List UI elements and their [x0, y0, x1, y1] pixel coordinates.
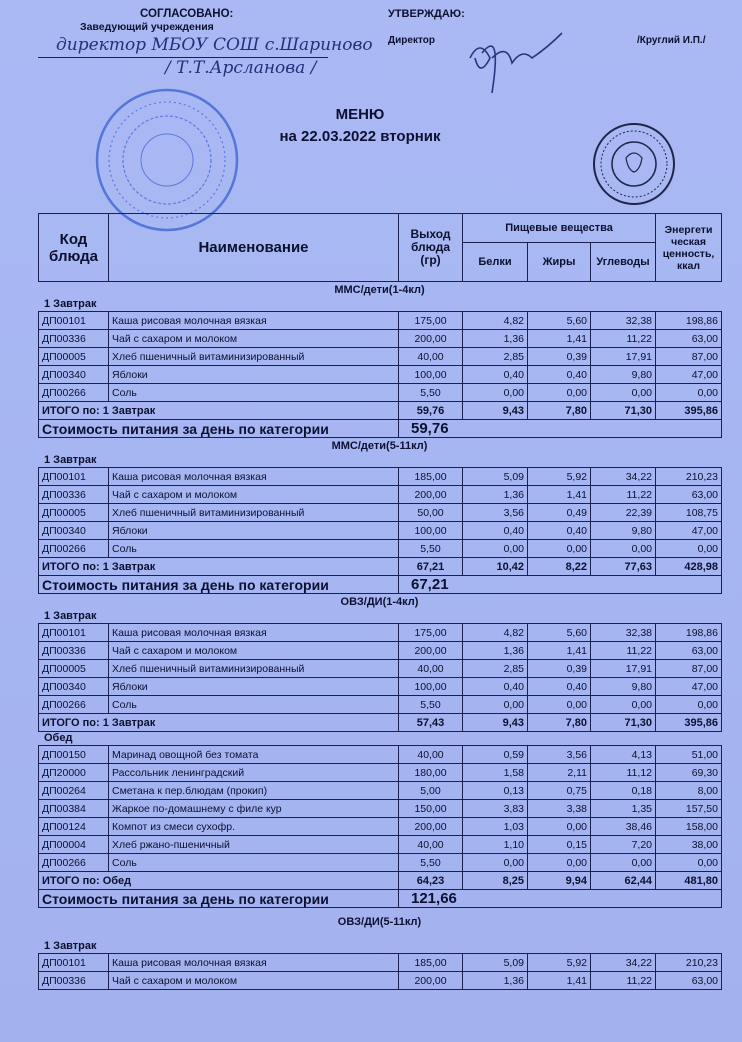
- dish-code: ДП00336: [39, 642, 109, 660]
- dish-energy: 63,00: [656, 330, 722, 348]
- dish-energy: 0,00: [656, 540, 722, 558]
- dish-energy: 69,30: [656, 764, 722, 782]
- table-row: [39, 972, 722, 990]
- dish-fat: 0,75: [528, 782, 591, 800]
- dish-output: 100,00: [399, 678, 463, 696]
- dish-fat: 3,38: [528, 800, 591, 818]
- dish-carbs: 7,20: [591, 836, 656, 854]
- director-label: Директор: [388, 35, 435, 46]
- director-name: /Круглий И.П./: [637, 35, 706, 46]
- table-row: [39, 782, 722, 800]
- total-value: 59,76: [399, 402, 463, 420]
- col-protein: Белки: [463, 243, 528, 282]
- table-row: [39, 746, 722, 764]
- dish-code: ДП00336: [39, 972, 109, 990]
- dish-fat: 0,40: [528, 366, 591, 384]
- dish-protein: 0,00: [463, 696, 528, 714]
- dish-protein: 0,59: [463, 746, 528, 764]
- dish-carbs: 0,18: [591, 782, 656, 800]
- dish-output: 175,00: [399, 312, 463, 330]
- section-title: ОВЗ/ДИ(5-11кл): [337, 916, 422, 928]
- dish-carbs: 11,22: [591, 972, 656, 990]
- table-row: [39, 330, 722, 348]
- meal-table: [38, 311, 722, 438]
- dish-energy: 8,00: [656, 782, 722, 800]
- total-row: [39, 714, 722, 732]
- meal-table: [38, 745, 722, 908]
- dish-fat: 0,00: [528, 696, 591, 714]
- dish-name: Соль: [109, 696, 399, 714]
- cost-row: [39, 420, 722, 438]
- dish-output: 200,00: [399, 486, 463, 504]
- dish-output: 200,00: [399, 642, 463, 660]
- dish-name: Каша рисовая молочная вязкая: [109, 312, 399, 330]
- dish-fat: 1,41: [528, 486, 591, 504]
- dish-carbs: 11,22: [591, 330, 656, 348]
- dish-output: 100,00: [399, 366, 463, 384]
- dish-energy: 38,00: [656, 836, 722, 854]
- table-row: [39, 800, 722, 818]
- dish-name: Яблоки: [109, 522, 399, 540]
- dish-code: ДП00266: [39, 540, 109, 558]
- meal-label: Обед: [44, 732, 73, 744]
- col-name: Наименование: [109, 214, 399, 282]
- dish-name: Чай с сахаром и молоком: [109, 642, 399, 660]
- dish-carbs: 32,38: [591, 624, 656, 642]
- dish-fat: 0,39: [528, 660, 591, 678]
- dish-energy: 51,00: [656, 746, 722, 764]
- dish-energy: 198,86: [656, 312, 722, 330]
- dish-output: 150,00: [399, 800, 463, 818]
- dish-protein: 1,36: [463, 642, 528, 660]
- dish-fat: 5,92: [528, 954, 591, 972]
- total-label: ИТОГО по: 1 Завтрак: [39, 402, 399, 420]
- table-row: [39, 348, 722, 366]
- dish-name: Соль: [109, 384, 399, 402]
- dish-code: ДП00264: [39, 782, 109, 800]
- dish-name: Яблоки: [109, 366, 399, 384]
- dish-output: 200,00: [399, 972, 463, 990]
- total-label: ИТОГО по: 1 Завтрак: [39, 558, 399, 576]
- dish-energy: 47,00: [656, 678, 722, 696]
- total-row: [39, 558, 722, 576]
- meal-table: [38, 953, 722, 990]
- dish-carbs: 0,00: [591, 696, 656, 714]
- dish-code: ДП00266: [39, 854, 109, 872]
- dish-protein: 0,13: [463, 782, 528, 800]
- dish-protein: 4,82: [463, 624, 528, 642]
- table-row: [39, 696, 722, 714]
- table-row: [39, 522, 722, 540]
- dish-output: 185,00: [399, 468, 463, 486]
- dish-output: 100,00: [399, 522, 463, 540]
- director-signature: [460, 28, 580, 98]
- dish-protein: 1,36: [463, 330, 528, 348]
- dish-code: ДП00340: [39, 366, 109, 384]
- dish-name: Соль: [109, 540, 399, 558]
- dish-output: 200,00: [399, 330, 463, 348]
- dish-code: ДП00336: [39, 486, 109, 504]
- total-row: [39, 872, 722, 890]
- dish-protein: 5,09: [463, 954, 528, 972]
- dish-code: ДП00340: [39, 678, 109, 696]
- dish-output: 5,50: [399, 854, 463, 872]
- dish-carbs: 34,22: [591, 954, 656, 972]
- col-nutrients: Пищевые вещества: [463, 214, 656, 243]
- menu-document: [38, 213, 721, 990]
- dish-output: 185,00: [399, 954, 463, 972]
- total-value: 9,43: [463, 714, 528, 732]
- dish-energy: 198,86: [656, 624, 722, 642]
- dish-fat: 5,60: [528, 624, 591, 642]
- meal-label: 1 Завтрак: [44, 454, 97, 466]
- table-row: [39, 366, 722, 384]
- dish-protein: 0,00: [463, 854, 528, 872]
- table-row: [39, 384, 722, 402]
- round-stamp-official: [592, 122, 676, 206]
- col-code: Код блюда: [39, 214, 109, 282]
- dish-carbs: 34,22: [591, 468, 656, 486]
- dish-energy: 157,50: [656, 800, 722, 818]
- dish-protein: 4,82: [463, 312, 528, 330]
- table-row: [39, 642, 722, 660]
- dish-protein: 3,56: [463, 504, 528, 522]
- dish-protein: 0,00: [463, 384, 528, 402]
- total-label: ИТОГО по: 1 Завтрак: [39, 714, 399, 732]
- total-row: [39, 402, 722, 420]
- dish-energy: 63,00: [656, 486, 722, 504]
- cost-label: Стоимость питания за день по категории: [39, 890, 399, 908]
- meal-label: 1 Завтрак: [44, 610, 97, 622]
- dish-fat: 5,60: [528, 312, 591, 330]
- dish-protein: 0,40: [463, 522, 528, 540]
- dish-energy: 210,23: [656, 468, 722, 486]
- dish-carbs: 9,80: [591, 366, 656, 384]
- dish-output: 50,00: [399, 504, 463, 522]
- dish-code: ДП00101: [39, 468, 109, 486]
- dish-protein: 2,85: [463, 348, 528, 366]
- dish-code: ДП00005: [39, 348, 109, 366]
- dish-energy: 63,00: [656, 972, 722, 990]
- dish-output: 175,00: [399, 624, 463, 642]
- dish-code: ДП00336: [39, 330, 109, 348]
- section-title: ММС/дети(5-11кл): [331, 440, 428, 452]
- cost-label: Стоимость питания за день по категории: [39, 576, 399, 594]
- dish-carbs: 17,91: [591, 660, 656, 678]
- dish-name: Компот из смеси сухофр.: [109, 818, 399, 836]
- dish-fat: 0,39: [528, 348, 591, 366]
- table-row: [39, 764, 722, 782]
- dish-fat: 0,40: [528, 522, 591, 540]
- dish-code: ДП00101: [39, 624, 109, 642]
- meal-table: [38, 467, 722, 594]
- dish-fat: 0,49: [528, 504, 591, 522]
- dish-name: Соль: [109, 854, 399, 872]
- cost-value: 121,66: [399, 890, 722, 908]
- menu-date: на 22.03.2022 вторник: [279, 128, 441, 145]
- dish-protein: 1,58: [463, 764, 528, 782]
- dish-fat: 2,11: [528, 764, 591, 782]
- dish-name: Чай с сахаром и молоком: [109, 972, 399, 990]
- dish-code: ДП00150: [39, 746, 109, 764]
- dish-carbs: 22,39: [591, 504, 656, 522]
- dish-name: Хлеб пшеничный витаминизированный: [109, 660, 399, 678]
- table-row: [39, 836, 722, 854]
- dish-name: Хлеб пшеничный витаминизированный: [109, 504, 399, 522]
- table-row: [39, 312, 722, 330]
- menu-table-header: [38, 213, 722, 282]
- dish-carbs: 11,22: [591, 486, 656, 504]
- dish-output: 180,00: [399, 764, 463, 782]
- dish-carbs: 4,13: [591, 746, 656, 764]
- dish-fat: 1,41: [528, 330, 591, 348]
- dish-protein: 3,83: [463, 800, 528, 818]
- dish-code: ДП00340: [39, 522, 109, 540]
- col-output: Выход блюда (гр): [399, 214, 463, 282]
- dish-name: Сметана к пер.блюдам (прокип): [109, 782, 399, 800]
- total-value: 8,22: [528, 558, 591, 576]
- dish-energy: 0,00: [656, 384, 722, 402]
- dish-protein: 0,40: [463, 366, 528, 384]
- meal-label: 1 Завтрак: [44, 940, 97, 952]
- dish-carbs: 17,91: [591, 348, 656, 366]
- meal-table: [38, 623, 722, 732]
- dish-code: ДП00101: [39, 954, 109, 972]
- dish-carbs: 1,35: [591, 800, 656, 818]
- total-value: 7,80: [528, 402, 591, 420]
- dish-name: Каша рисовая молочная вязкая: [109, 954, 399, 972]
- dish-code: ДП00384: [39, 800, 109, 818]
- table-row: [39, 818, 722, 836]
- total-value: 395,86: [656, 714, 722, 732]
- dish-energy: 0,00: [656, 696, 722, 714]
- handwritten-org-signature: директор МБОУ СОШ с.Шариново: [56, 35, 373, 55]
- total-value: 71,30: [591, 714, 656, 732]
- table-row: [39, 660, 722, 678]
- dish-energy: 87,00: [656, 660, 722, 678]
- dish-fat: 0,00: [528, 818, 591, 836]
- dish-carbs: 0,00: [591, 540, 656, 558]
- dish-code: ДП20000: [39, 764, 109, 782]
- dish-output: 40,00: [399, 746, 463, 764]
- menu-title: МЕНЮ: [335, 106, 385, 123]
- col-fat: Жиры: [528, 243, 591, 282]
- total-label: ИТОГО по: Обед: [39, 872, 399, 890]
- section-title: ОВЗ/ДИ(1-4кл): [340, 596, 419, 608]
- dish-fat: 5,92: [528, 468, 591, 486]
- dish-output: 200,00: [399, 818, 463, 836]
- total-value: 10,42: [463, 558, 528, 576]
- dish-name: Хлеб ржано-пшеничный: [109, 836, 399, 854]
- table-row: [39, 954, 722, 972]
- dish-code: ДП00101: [39, 312, 109, 330]
- total-value: 8,25: [463, 872, 528, 890]
- dish-carbs: 9,80: [591, 678, 656, 696]
- cost-value: 67,21: [399, 576, 722, 594]
- dish-code: ДП00266: [39, 696, 109, 714]
- total-value: 57,43: [399, 714, 463, 732]
- dish-carbs: 9,80: [591, 522, 656, 540]
- dish-fat: 0,00: [528, 384, 591, 402]
- section-title: ММС/дети(1-4кл): [334, 284, 425, 296]
- dish-protein: 1,36: [463, 486, 528, 504]
- dish-name: Каша рисовая молочная вязкая: [109, 624, 399, 642]
- dish-code: ДП00266: [39, 384, 109, 402]
- dish-fat: 0,00: [528, 854, 591, 872]
- head-title: Заведующий учреждения: [80, 21, 214, 33]
- table-row: [39, 678, 722, 696]
- table-row: [39, 486, 722, 504]
- total-value: 428,98: [656, 558, 722, 576]
- dish-energy: 158,00: [656, 818, 722, 836]
- dish-code: ДП00005: [39, 660, 109, 678]
- dish-energy: 47,00: [656, 522, 722, 540]
- dish-name: Яблоки: [109, 678, 399, 696]
- dish-fat: 1,41: [528, 972, 591, 990]
- total-value: 9,43: [463, 402, 528, 420]
- dish-energy: 63,00: [656, 642, 722, 660]
- dish-carbs: 11,22: [591, 642, 656, 660]
- dish-fat: 1,41: [528, 642, 591, 660]
- total-value: 9,94: [528, 872, 591, 890]
- dish-fat: 0,15: [528, 836, 591, 854]
- dish-name: Чай с сахаром и молоком: [109, 486, 399, 504]
- table-row: [39, 854, 722, 872]
- meal-label: 1 Завтрак: [44, 298, 97, 310]
- col-carbs: Углеводы: [591, 243, 656, 282]
- dish-energy: 0,00: [656, 854, 722, 872]
- total-value: 7,80: [528, 714, 591, 732]
- dish-protein: 1,03: [463, 818, 528, 836]
- dish-output: 5,50: [399, 384, 463, 402]
- table-row: [39, 624, 722, 642]
- cost-label: Стоимость питания за день по категории: [39, 420, 399, 438]
- dish-protein: 1,36: [463, 972, 528, 990]
- dish-name: Маринад овощной без томата: [109, 746, 399, 764]
- handwritten-name-signature: / Т.Т.Арсланова /: [165, 58, 317, 78]
- table-row: [39, 504, 722, 522]
- total-value: 67,21: [399, 558, 463, 576]
- approved-label: УТВЕРЖДАЮ:: [388, 8, 465, 20]
- dish-carbs: 0,00: [591, 854, 656, 872]
- dish-output: 5,50: [399, 540, 463, 558]
- dish-code: ДП00005: [39, 504, 109, 522]
- dish-carbs: 32,38: [591, 312, 656, 330]
- dish-output: 40,00: [399, 836, 463, 854]
- dish-carbs: 38,46: [591, 818, 656, 836]
- dish-output: 5,50: [399, 696, 463, 714]
- dish-name: Жаркое по-домашнему с филе кур: [109, 800, 399, 818]
- dish-energy: 210,23: [656, 954, 722, 972]
- dish-protein: 2,85: [463, 660, 528, 678]
- dish-energy: 47,00: [656, 366, 722, 384]
- dish-name: Каша рисовая молочная вязкая: [109, 468, 399, 486]
- dish-name: Хлеб пшеничный витаминизированный: [109, 348, 399, 366]
- total-value: 64,23: [399, 872, 463, 890]
- dish-carbs: 11,12: [591, 764, 656, 782]
- dish-name: Рассольник ленинградский: [109, 764, 399, 782]
- total-value: 77,63: [591, 558, 656, 576]
- dish-output: 5,00: [399, 782, 463, 800]
- dish-output: 40,00: [399, 348, 463, 366]
- dish-energy: 108,75: [656, 504, 722, 522]
- dish-fat: 3,56: [528, 746, 591, 764]
- total-value: 395,86: [656, 402, 722, 420]
- cost-value: 59,76: [399, 420, 722, 438]
- agreed-label: СОГЛАСОВАНО:: [140, 8, 234, 20]
- table-row: [39, 468, 722, 486]
- dish-name: Чай с сахаром и молоком: [109, 330, 399, 348]
- dish-protein: 0,00: [463, 540, 528, 558]
- dish-protein: 0,40: [463, 678, 528, 696]
- total-value: 71,30: [591, 402, 656, 420]
- dish-code: ДП00004: [39, 836, 109, 854]
- dish-carbs: 0,00: [591, 384, 656, 402]
- cost-row: [39, 576, 722, 594]
- table-row: [39, 540, 722, 558]
- dish-protein: 1,10: [463, 836, 528, 854]
- total-value: 481,80: [656, 872, 722, 890]
- dish-output: 40,00: [399, 660, 463, 678]
- dish-fat: 0,40: [528, 678, 591, 696]
- dish-protein: 5,09: [463, 468, 528, 486]
- cost-row: [39, 890, 722, 908]
- dish-fat: 0,00: [528, 540, 591, 558]
- dish-code: ДП00124: [39, 818, 109, 836]
- total-value: 62,44: [591, 872, 656, 890]
- dish-energy: 87,00: [656, 348, 722, 366]
- col-energy: Энергети ческая ценность, ккал: [656, 214, 722, 282]
